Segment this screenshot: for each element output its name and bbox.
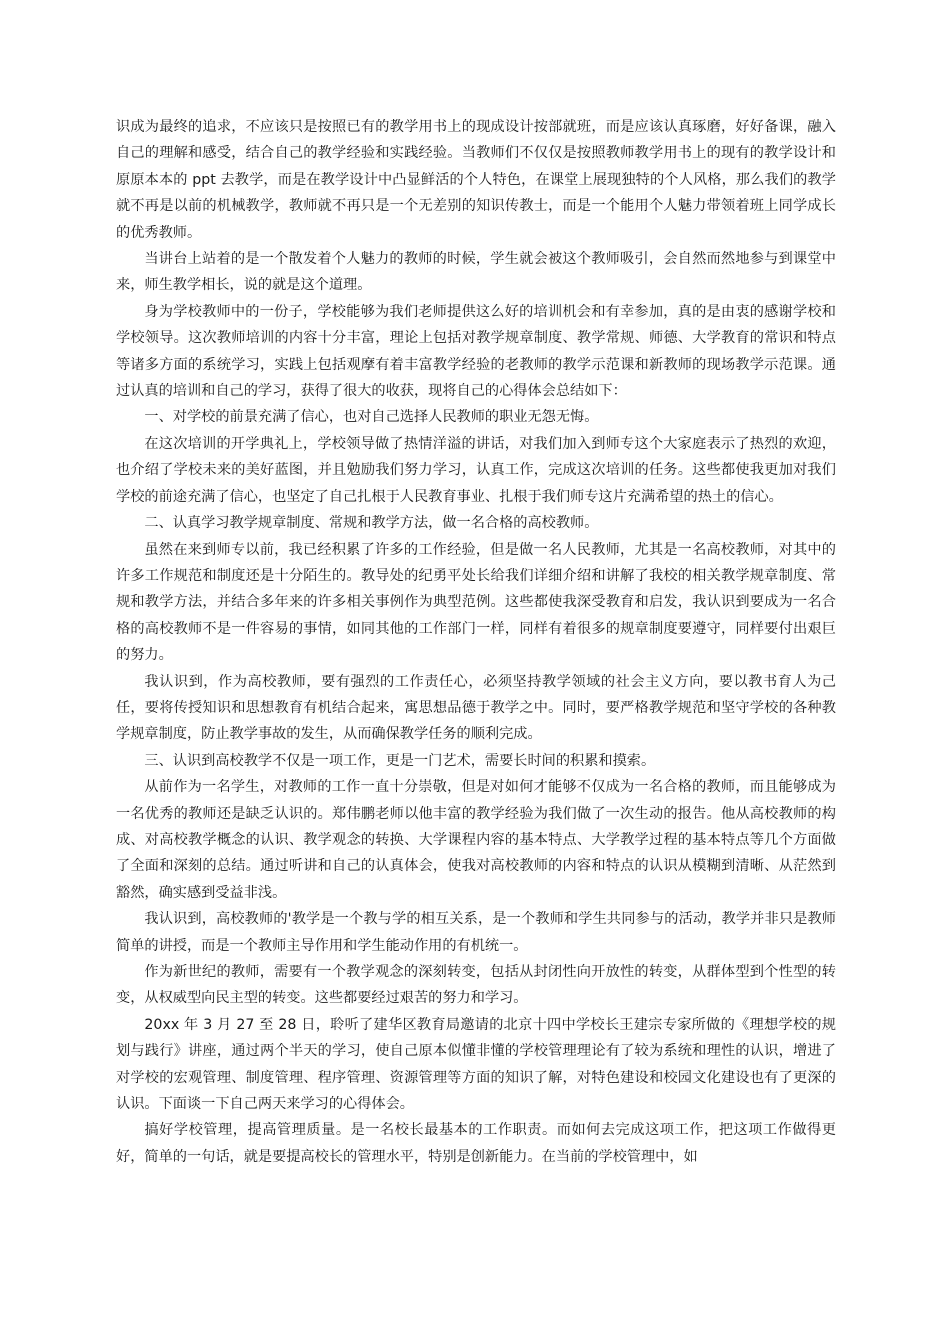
paragraph: 搞好学校管理，提高管理质量。是一名校长最基本的工作职责。而如何去完成这项工作，把这项工作做得更好，简单的一句话，就是要提高校长的管理水平，特别是创新能力。在当前的学校管理中，如 xyxy=(116,1122,836,1165)
paragraph: 20xx 年 3 月 27 至 28 日，聆听了建华区教育局邀请的北京十四中学校长王建宗专家所做的《理想学校的规划与践行》讲座，通过两个半天的学习，使自己原本似懂非懂的学校管理理论有了较为系统和理性的认识，增进了对学校的宏观管理、制度管理、程序管理、资源管理等方面的知识了解，对特色建设和校园文化建设也有了更深的认识。下面谈一下自己两天来学习的心得体会。 xyxy=(116,1016,836,1113)
paragraph: 从前作为一名学生，对教师的工作一直十分崇敬，但是对如何才能够不仅成为一名合格的教师，而且能够成为一名优秀的教师还是缺乏认识的。郑伟鹏老师以他丰富的教学经验为我们做了一次生动的报告。他从高校教师的构成、对高校教学概念的认识、教学观念的转换、大学课程内容的基本特点、大学教学过程的基本特点等几个方面做了全面和深刻的总结。通过听讲和自己的认真体会，使我对高校教师的内容和特点的认识从模糊到清晰、从茫然到豁然，确实感到受益非浅。 xyxy=(116,779,836,901)
section-heading: 一、对学校的前景充满了信心，也对自己选择人民教师的职业无怨无悔。 xyxy=(144,409,599,426)
document-body xyxy=(116,114,836,1170)
section-heading: 三、认识到高校教学不仅是一项工作，更是一门艺术，需要长时间的积累和摸索。 xyxy=(144,752,656,769)
paragraph: 识成为最终的追求，不应该只是按照已有的教学用书上的现成设计按部就班，而是应该认真琢磨，好好备课，融入自己的理解和感受，结合自己的教学经验和实践经验。当教师们不仅仅是按照教师教学用书上的现有的教学设计和原原本本的 ppt 去教学，而是在教学设计中凸显鲜活的个人特色，在课堂上展现独特的个人风格，那么我们的教学就不再是以前的机械教学，教师就不再只是一个无差别的知识传教士，而是一个能用个人魅力带领着班上同学成长的优秀教师。 xyxy=(116,119,836,241)
paragraph: 作为新世纪的教师，需要有一个教学观念的深刻转变，包括从封闭性向开放性的转变，从群体型到个性型的转变，从权威型向民主型的转变。这些都要经过艰苦的努力和学习。 xyxy=(116,964,836,1007)
section-heading: 二、认真学习教学规章制度、常规和教学方法，做一名合格的高校教师。 xyxy=(144,515,599,532)
paragraph: 我认识到，作为高校教师，要有强烈的工作责任心，必须坚持教学领域的社会主义方向，要以教书育人为己任，要将传授知识和思想教育有机结合起来，寓思想品德于教学之中。同时，要严格教学规范和坚守学校的各种教学规章制度，防止教学事故的发生，从而确保教学任务的顺利完成。 xyxy=(116,673,836,743)
paragraph: 当讲台上站着的是一个散发着个人魅力的教师的时候，学生就会被这个教师吸引，会自然而然地参与到课堂中来，师生教学相长，说的就是这个道理。 xyxy=(116,251,836,294)
paragraph: 我认识到，高校教师的'教学是一个教与学的相互关系，是一个教师和学生共同参与的活动，教学并非只是教师简单的讲授，而是一个教师主导作用和学生能动作用的有机统一。 xyxy=(116,911,836,954)
paragraph: 虽然在来到师专以前，我已经积累了许多的工作经验，但是做一名人民教师，尤其是一名高校教师，对其中的许多工作规范和制度还是十分陌生的。教导处的纪勇平处长给我们详细介绍和讲解了我校的相关教学规章制度、常规和教学方法，并结合多年来的许多相关事例作为典型范例。这些都使我深受教育和启发，我认识到要成为一名合格的高校教师不是一件容易的事情，如同其他的工作部门一样，同样有着很多的规章制度要遵守，同样要付出艰巨的努力。 xyxy=(116,541,836,664)
paragraph: 身为学校教师中的一份子，学校能够为我们老师提供这么好的培训机会和有幸参加，真的是由衷的感谢学校和学校领导。这次教师培训的内容十分丰富，理论上包括对教学规章制度、教学常规、师德、大学教育的常识和特点等诸多方面的系统学习，实践上包括观摩有着丰富教学经验的老教师的教学示范课和新教师的现场教学示范课。通过认真的培训和自己的学习，获得了很大的收获，现将自己的心得体会总结如下： xyxy=(116,303,836,400)
paragraph: 在这次培训的开学典礼上，学校领导做了热情洋溢的讲话，对我们加入到师专这个大家庭表示了热烈的欢迎，也介绍了学校未来的美好蓝图，并且勉励我们努力学习，认真工作，完成这次培训的任务。这些都使我更加对我们学校的前途充满了信心，也坚定了自己扎根于人民教育事业、扎根于我们师专这片充满希望的热土的信心。 xyxy=(116,435,836,505)
